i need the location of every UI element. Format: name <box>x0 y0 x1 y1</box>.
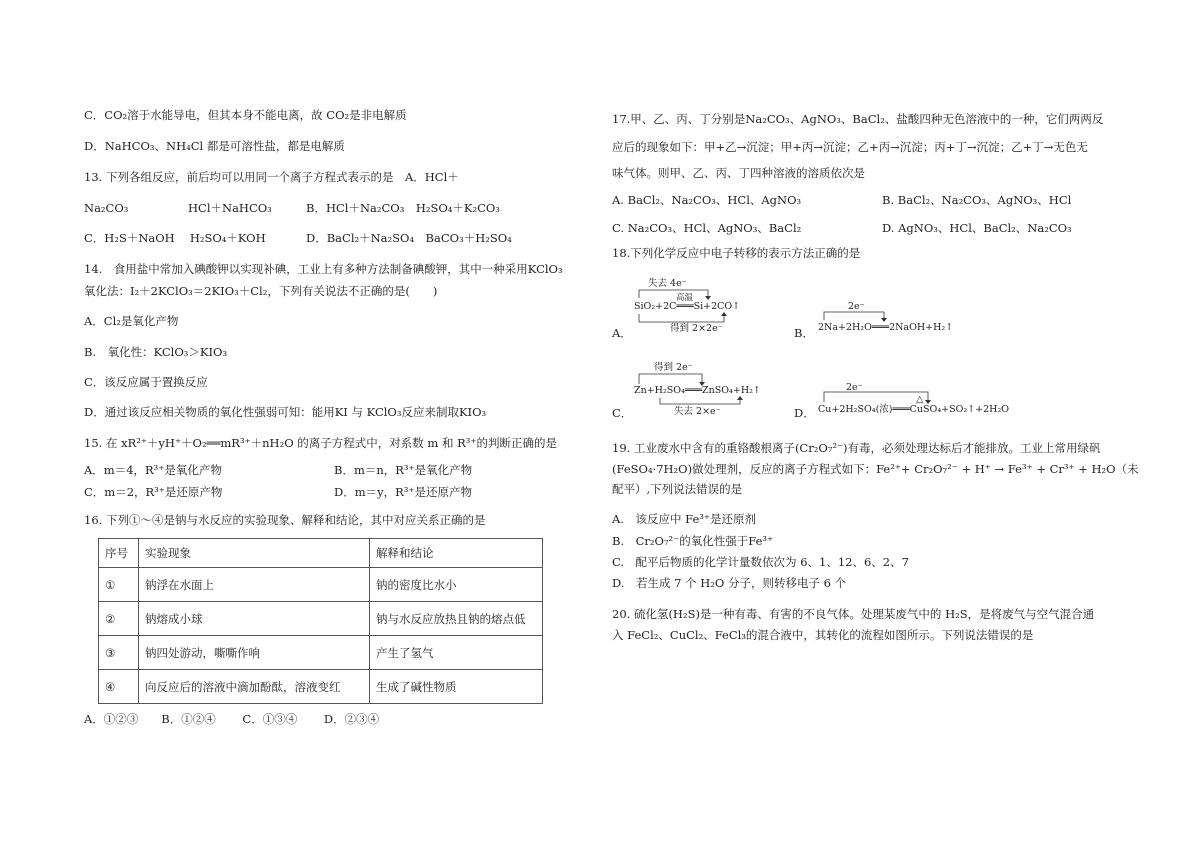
transfer-label-bottom: 得到 2×2e⁻ <box>670 323 723 334</box>
q17-option-b: B. BaCl₂、Na₂CO₃、AgNO₃、HCl <box>882 193 1072 207</box>
q15-option-c: C．m＝2，R³⁺是还原产物 <box>84 485 223 499</box>
q17-option-d: D. AgNO₃、HCl、BaCl₂、Na₂CO₃ <box>882 221 1072 235</box>
q16-stem: 16. 下列①～④是钠与水反应的实验现象、解释和结论，其中对应关系正确的是 <box>84 513 486 527</box>
q13-option-b: B．HCl＋Na₂CO₃ H₂SO₄＋K₂CO₃ <box>306 201 500 215</box>
q18-option-c-label: C． <box>612 406 633 420</box>
table-row <box>99 602 543 636</box>
q17-stem-line1: 17.甲、乙、丙、丁分别是Na₂CO₃、AgNO₃、BaCl₂、盐酸四种无色溶液中的一种，它们两两反 <box>612 112 1104 126</box>
q17-stem-line2: 应后的现象如下：甲+乙→沉淀；甲+丙→沉淀；乙+丙→沉淀；丙+丁→沉淀；乙+丁→无色无 <box>612 140 1088 154</box>
q15-option-d: D．m＝y，R³⁺是还原产物 <box>334 485 472 499</box>
transfer-label-top: 2e⁻ <box>846 382 863 393</box>
q20-stem-line1: 20. 硫化氢(H₂S)是一种有毒、有害的不良气体。处理某废气中的 H₂S，是将废气与空气混合通 <box>612 607 1095 621</box>
table-header-row <box>99 539 543 568</box>
transfer-label-top: 得到 2e⁻ <box>654 362 693 373</box>
transfer-label-top: 2e⁻ <box>848 301 865 312</box>
q13-line2-b: HCl＋NaHCO₃ <box>188 201 272 215</box>
header-cell: 序号 <box>99 539 139 568</box>
header-cell: 实验现象 <box>139 539 370 568</box>
q19-option-c: C. 配平后物质的化学计量数依次为 6、1、12、6、2、7 <box>612 555 909 569</box>
q20-stem-line2: 入 FeCl₂、CuCl₂、FeCl₃的混合液中，其转化的流程如图所示。下列说法错误的是 <box>612 628 1034 642</box>
q14-stem-line2: 氧化法：I₂＋2KClO₃＝2KIO₃＋Cl₂，下列有关说法不正确的是( ) <box>84 284 438 298</box>
q13-option-d: D．BaCl₂＋Na₂SO₄ BaCO₃＋H₂SO₄ <box>306 231 512 245</box>
table-cell: 生成了碱性物质 <box>370 670 543 704</box>
q19-option-b: B. Cr₂O₇²⁻的氧化性强于Fe³⁺ <box>612 534 774 548</box>
table-cell: ④ <box>99 670 139 704</box>
q14-option-b: B. 氧化性：KClO₃＞KIO₃ <box>84 345 228 359</box>
header-cell: 解释和结论 <box>370 539 543 568</box>
equation: 2Na+2H₂O═══2NaOH+H₂↑ <box>818 322 954 333</box>
table-cell: 钠与水反应放热且钠的熔点低 <box>370 602 543 636</box>
q12-option-d: D．NaHCO₃、NH₄Cl 都是可溶性盐，都是电解质 <box>84 139 345 153</box>
q15-option-b: B．m＝n，R³⁺是氧化产物 <box>334 463 473 477</box>
table-cell: 钠四处游动，嘶嘶作响 <box>139 636 370 670</box>
table-cell: ① <box>99 568 139 602</box>
transfer-label-bottom: 失去 2×e⁻ <box>674 406 721 417</box>
reaction-condition: 高温 <box>676 293 694 303</box>
transfer-label-top: 失去 4e⁻ <box>648 278 687 289</box>
q17-option-c: C. Na₂CO₃、HCl、AgNO₃、BaCl₂ <box>612 221 802 235</box>
q19-option-a: A. 该反应中 Fe³⁺是还原剂 <box>612 512 756 526</box>
q18-option-d-diagram <box>816 380 1046 420</box>
q15-stem: 15. 在 xR²⁺＋yH⁺＋O₂══mR³⁺＋nH₂O 的离子方程式中，对系数 m 和 R³⁺的判断正确的是 <box>84 436 557 450</box>
table-cell: 钠熔成小球 <box>139 602 370 636</box>
q13-stem: 13. 下列各组反应，前后均可以用同一个离子方程式表示的是 A．HCl＋ <box>84 170 459 184</box>
reaction-condition: △ <box>916 394 924 405</box>
q19-stem-line2: (FeSO₄·7H₂O)做处理剂，反应的离子方程式如下：Fe²⁺+ Cr₂O₇²⁻ + H⁺ → Fe³⁺ + Cr³⁺ + H₂O（未 <box>612 462 1139 476</box>
table-row <box>99 568 543 602</box>
table-cell: ③ <box>99 636 139 670</box>
q18-option-d-label: D． <box>794 406 815 420</box>
equation: Zn+H₂SO₄═══ZnSO₄+H₂↑ <box>634 385 761 396</box>
q16-table <box>98 538 543 704</box>
table-cell: ② <box>99 602 139 636</box>
q17-stem-line3: 味气体。则甲、乙、丙、丁四种溶液的溶质依次是 <box>612 166 865 180</box>
q18-option-a-diagram <box>632 278 802 338</box>
table-cell: 钠的密度比水小 <box>370 568 543 602</box>
q13-option-c: C．H₂S＋NaOH H₂SO₄＋KOH <box>84 231 266 245</box>
table-row <box>99 670 543 704</box>
q15-option-a: A．m＝4，R³⁺是氧化产物 <box>84 463 222 477</box>
q19-stem-line3: 配平）,下列说法错误的是 <box>612 482 743 496</box>
table-cell: 钠浮在水面上 <box>139 568 370 602</box>
equation: SiO₂+2C═══Si+2CO↑ <box>634 301 741 312</box>
table-row <box>99 636 543 670</box>
q18-option-a-label: A． <box>612 326 632 340</box>
q18-option-c-diagram <box>632 360 802 420</box>
q14-option-c: C．该反应属于置换反应 <box>84 375 208 389</box>
table-cell: 产生了氢气 <box>370 636 543 670</box>
q14-option-a: A．Cl₂是氧化产物 <box>84 314 179 328</box>
q14-stem-line1: 14. 食用盐中常加入碘酸钾以实现补碘，工业上有多种方法制备碘酸钾，其中一种采用KClO₃ <box>84 262 563 276</box>
q17-option-a: A. BaCl₂、Na₂CO₃、HCl、AgNO₃ <box>612 193 802 207</box>
q19-option-d: D. 若生成 7 个 H₂O 分子，则转移电子 6 个 <box>612 576 847 590</box>
q16-options: A．①②③ B．①②④ C．①③④ D．②③④ <box>84 712 380 726</box>
q18-stem: 18.下列化学反应中电子转移的表示方法正确的是 <box>612 246 861 260</box>
q13-line2-a: Na₂CO₃ <box>84 201 129 215</box>
table-cell: 向反应后的溶液中滴加酚酞，溶液变红 <box>139 670 370 704</box>
q14-option-d: D．通过该反应相关物质的氧化性强弱可知：能用KI 与 KClO₃反应来制取KIO₃ <box>84 405 487 419</box>
q18-option-b-label: B． <box>794 326 814 340</box>
q12-option-c: C．CO₂溶于水能导电，但其本身不能电离，故 CO₂是非电解质 <box>84 108 407 122</box>
q18-option-b-diagram <box>816 298 1006 338</box>
equation: Cu+2H₂SO₄(浓)═══CuSO₄+SO₂↑+2H₂O <box>818 404 1010 415</box>
q19-stem-line1: 19. 工业废水中含有的重铬酸根离子(Cr₂O₇²⁻)有毒，必须处理达标后才能排放。工业上常用绿矾 <box>612 441 1101 455</box>
